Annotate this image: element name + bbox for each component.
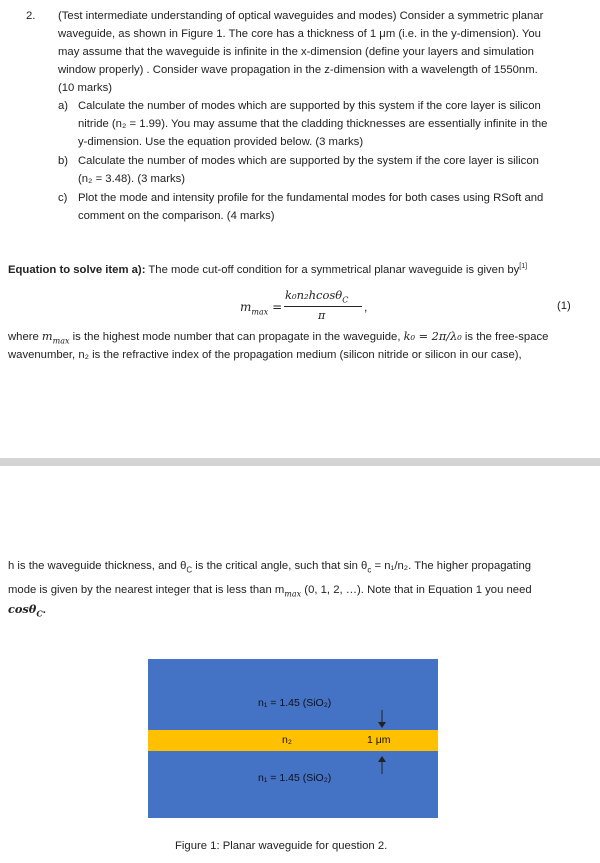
page-break-separator bbox=[0, 458, 600, 466]
bottom-cladding-label: n₁ = 1.45 (SiO₂) bbox=[258, 772, 332, 784]
arrow-up-icon bbox=[378, 756, 386, 762]
subquestion-line: (n₂ = 3.48). (3 marks) bbox=[78, 173, 186, 185]
equation-comma: , bbox=[364, 300, 368, 314]
equation-number: (1) bbox=[557, 300, 571, 312]
where-line-2: wavenumber, n₂ is the refractive index of the propagation medium (silicon nitride or silicon in our case), bbox=[8, 349, 522, 361]
arrow-down-icon bbox=[378, 722, 386, 728]
equation-heading bbox=[8, 263, 593, 276]
continuation-line-2: mode is given by the nearest integer that is less than $m_{max}$ (0, 1, 2, …). Note that in Equation 1 you need bbox=[8, 584, 532, 599]
top-cladding-label: n₁ = 1.45 (SiO₂) bbox=[258, 697, 332, 709]
subquestion-line: comment on the comparison. (4 marks) bbox=[78, 210, 275, 222]
thickness-label: 1 μm bbox=[367, 734, 391, 746]
fraction-bar bbox=[284, 306, 362, 307]
equation-denominator: π bbox=[318, 309, 326, 322]
thickness-arrows bbox=[372, 700, 392, 780]
question-line: waveguide, as shown in Figure 1. The core has a thickness of 1 μm (i.e. in the y-dimension). You bbox=[58, 28, 541, 40]
question-number: 2. bbox=[26, 10, 36, 22]
question-line: (10 marks) bbox=[58, 82, 112, 94]
subquestion-line: Plot the mode and intensity profile for the fundamental modes for both cases using RSoft and bbox=[78, 192, 544, 204]
continuation-line-1: h is the waveguide thickness, and $\theta_C$ is the critical angle, such that $\sin \theta_c = n_1/n_2$. The higher propagating bbox=[8, 560, 532, 575]
equation-numerator: k₀n₂hcosθ$_C$ bbox=[285, 288, 349, 305]
subquestion-label: c) bbox=[58, 192, 68, 204]
equation-heading-bold: Equation to solve item a): bbox=[8, 263, 146, 276]
equation-lhs: $m_{max}$ = bbox=[240, 300, 283, 317]
subquestion-line: y-dimension. Use the equation provided below. (3 marks) bbox=[78, 136, 364, 148]
subquestion-line: nitride (n₂ = 1.99). You may assume that the cladding thicknesses are essentially infinite in the bbox=[78, 118, 548, 130]
question-line: (Test intermediate understanding of optical waveguides and modes) Consider a symmetric planar bbox=[58, 10, 544, 22]
reference-marker: [1] bbox=[519, 263, 528, 270]
subquestion-label: b) bbox=[58, 155, 69, 167]
core-layer bbox=[148, 730, 438, 751]
continuation-line-3: cosθ$_C$. bbox=[8, 602, 46, 619]
equation-heading-text: The mode cut-off condition for a symmetrical planar waveguide is given by bbox=[145, 263, 520, 276]
question-line: may assume that the waveguide is infinite in the x-dimension (define your layers and simulation bbox=[58, 46, 534, 58]
subquestion-line: Calculate the number of modes which are supported by this system if the core layer is silicon bbox=[78, 100, 541, 112]
subquestion-label: a) bbox=[58, 100, 69, 112]
core-label: n₂ bbox=[282, 734, 292, 746]
question-line: window properly) . Consider wave propagation in the z-dimension with a wavelength of 1550nm. bbox=[58, 64, 538, 76]
where-line-1: where $m_{max}$ is the highest mode number that can propagate in the waveguide, k₀ = 2π/λ₀ is the free-space bbox=[8, 330, 549, 346]
subquestion-line: Calculate the number of modes which are supported by the system if the core layer is silicon bbox=[78, 155, 539, 167]
figure-caption: Figure 1: Planar waveguide for question 2. bbox=[175, 840, 388, 852]
waveguide-figure bbox=[148, 659, 438, 818]
